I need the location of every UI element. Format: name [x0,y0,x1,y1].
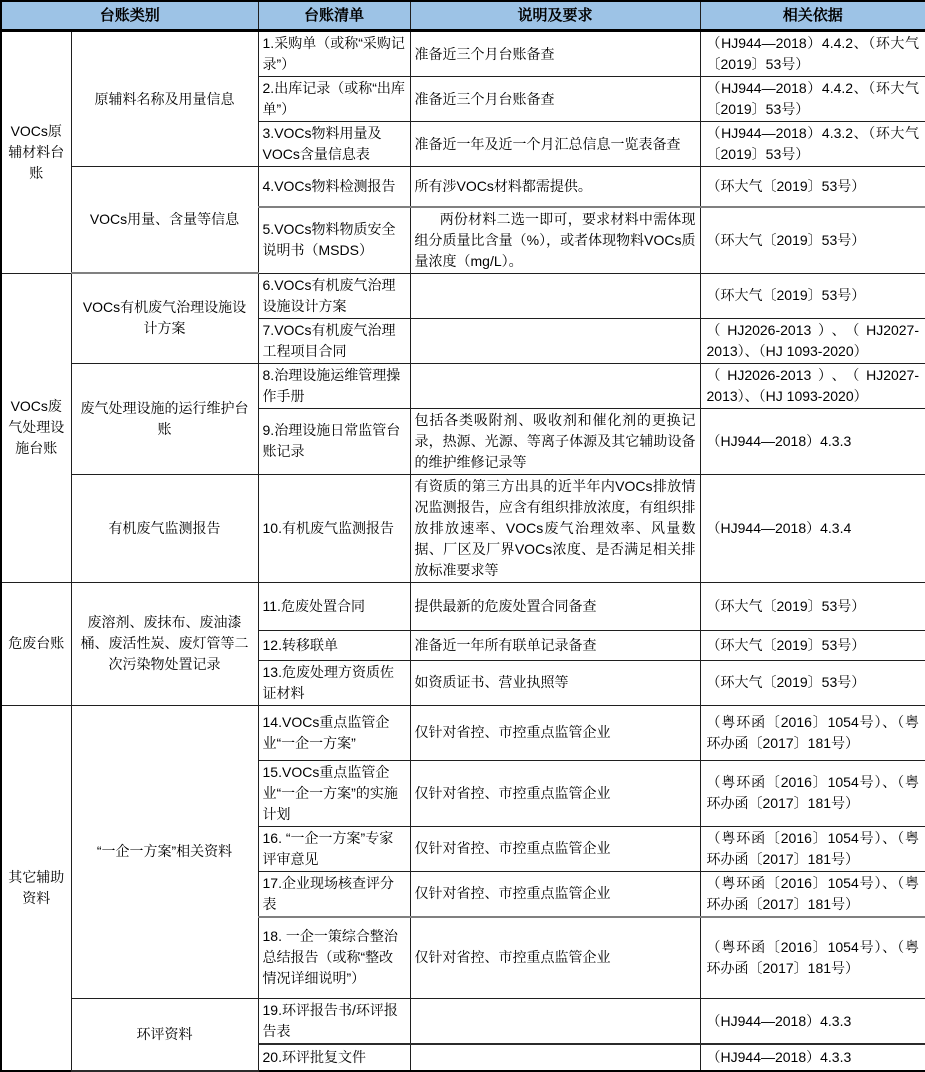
cell-category: VOCs原辅材料台账 [1,31,71,274]
cell-basis: （粤环函〔2016〕1054号）、（粤环办函〔2017〕181号） [700,760,925,826]
cell-category: 危废台账 [1,582,71,705]
cell-desc: 仅针对省控、市控重点监管企业 [410,917,700,999]
cell-desc: 仅针对省控、市控重点监管企业 [410,871,700,917]
table-row [1,167,925,207]
cell-basis: （粤环函〔2016〕1054号）、（粤环办函〔2017〕181号） [700,826,925,871]
cell-basis: （环大气〔2019〕53号） [700,207,925,274]
cell-desc: 准备近三个月台账备查 [410,31,700,77]
cell-subcategory: “一企一方案”相关资料 [71,705,258,999]
cell-basis: （粤环函〔2016〕1054号）、（粤环办函〔2017〕181号） [700,871,925,917]
cell-list: 16. “一企一方案”专家评审意见 [258,826,410,871]
cell-category: 其它辅助资料 [1,705,71,1071]
cell-desc: 准备近一年及近一个月汇总信息一览表备查 [410,122,700,167]
cell-subcategory: 废气处理设施的运行维护台账 [71,363,258,474]
cell-desc: 准备近三个月台账备查 [410,77,700,122]
cell-list: 10.有机废气监测报告 [258,474,410,582]
cell-list: 8.治理设施运维管理操作手册 [258,363,410,408]
cell-desc [410,363,700,408]
cell-basis: （HJ2026-2013）、（HJ2027-2013）、（HJ 1093-2020） [700,363,925,408]
table-row [1,999,925,1045]
cell-basis: （HJ944—2018）4.3.3 [700,1044,925,1071]
cell-desc: 两份材料二选一即可，要求材料中需体现组分质量比含量（%），或者体现物料VOCs质量浓度（mg/L）。 [410,207,700,274]
cell-desc: 提供最新的危废处置合同备查 [410,582,700,630]
cell-basis: （环大气〔2019〕53号） [700,273,925,318]
cell-category: VOCs废气处理设施台账 [1,273,71,582]
cell-list: 1.采购单（或称“采购记录”） [258,31,410,77]
cell-basis: （HJ944—2018）4.4.2、（环大气〔2019〕53号） [700,31,925,77]
table-row [1,582,925,630]
cell-subcategory: VOCs有机废气治理设施设计方案 [71,273,258,363]
cell-desc: 仅针对省控、市控重点监管企业 [410,826,700,871]
header-row [1,1,925,31]
cell-list: 11.危废处置合同 [258,582,410,630]
cell-list: 13.危废处理方资质佐证材料 [258,660,410,705]
cell-basis: （HJ944—2018）4.3.4 [700,474,925,582]
table-row [1,363,925,408]
cell-basis: （HJ2026-2013）、（HJ2027-2013）、（HJ 1093-2020） [700,318,925,363]
header-desc: 说明及要求 [410,1,700,31]
cell-desc: 有资质的第三方出具的近半年内VOCs排放情况监测报告，应含有组织排放浓度，有组织排放排放速率、VOCs废气治理效率、风量数据、厂区及厂界VOCs浓度、是否满足相关排放标准要求等 [410,474,700,582]
table-row [1,474,925,582]
cell-basis: （粤环函〔2016〕1054号）、（粤环办函〔2017〕181号） [700,705,925,760]
cell-list: 2.出库记录（或称“出库单”） [258,77,410,122]
cell-basis: （环大气〔2019〕53号） [700,582,925,630]
cell-list: 17.企业现场核查评分表 [258,871,410,917]
cell-desc: 包括各类吸附剂、吸收剂和催化剂的更换记录，热源、光源、等离子体源及其它辅助设备的维护维修记录等 [410,408,700,474]
cell-desc: 仅针对省控、市控重点监管企业 [410,705,700,760]
cell-desc [410,999,700,1045]
cell-basis: （环大气〔2019〕53号） [700,630,925,660]
cell-desc: 准备近一年所有联单记录备查 [410,630,700,660]
cell-subcategory: 废溶剂、废抹布、废油漆桶、废活性炭、废灯管等二次污染物处置记录 [71,582,258,705]
cell-list: 18. 一企一策综合整治总结报告（或称“整改情况详细说明”） [258,917,410,999]
header-category: 台账类别 [1,1,258,31]
cell-basis: （HJ944—2018）4.4.2、（环大气〔2019〕53号） [700,77,925,122]
cell-basis: （环大气〔2019〕53号） [700,660,925,705]
cell-desc: 如资质证书、营业执照等 [410,660,700,705]
cell-subcategory: 环评资料 [71,999,258,1072]
cell-subcategory: 有机废气监测报告 [71,474,258,582]
cell-list: 14.VOCs重点监管企业“一企一方案” [258,705,410,760]
cell-desc: 所有涉VOCs材料都需提供。 [410,167,700,207]
table-row [1,273,925,318]
cell-basis: （HJ944—2018）4.3.3 [700,408,925,474]
cell-list: 5.VOCs物料物质安全说明书（MSDS） [258,207,410,274]
cell-basis: （HJ944—2018）4.3.3 [700,999,925,1045]
cell-list: 12.转移联单 [258,630,410,660]
cell-list: 3.VOCs物料用量及VOCs含量信息表 [258,122,410,167]
cell-basis: （环大气〔2019〕53号） [700,167,925,207]
cell-list: 9.治理设施日常监管台账记录 [258,408,410,474]
table-row [1,31,925,77]
header-basis: 相关依据 [700,1,925,31]
cell-list: 4.VOCs物料检测报告 [258,167,410,207]
cell-list: 19.环评报告书/环评报告表 [258,999,410,1045]
cell-subcategory: VOCs用量、含量等信息 [71,167,258,274]
cell-desc [410,318,700,363]
cell-desc [410,273,700,318]
cell-desc: 仅针对省控、市控重点监管企业 [410,760,700,826]
cell-subcategory: 原辅料名称及用量信息 [71,31,258,167]
cell-list: 15.VOCs重点监管企业“一企一方案”的实施计划 [258,760,410,826]
cell-basis: （粤环函〔2016〕1054号）、（粤环办函〔2017〕181号） [700,917,925,999]
cell-list: 6.VOCs有机废气治理设施设计方案 [258,273,410,318]
cell-basis: （HJ944—2018）4.3.2、（环大气〔2019〕53号） [700,122,925,167]
table-row [1,705,925,760]
cell-desc [410,1044,700,1071]
cell-list: 7.VOCs有机废气治理工程项目合同 [258,318,410,363]
cell-list: 20.环评批复文件 [258,1044,410,1071]
header-list: 台账清单 [258,1,410,31]
